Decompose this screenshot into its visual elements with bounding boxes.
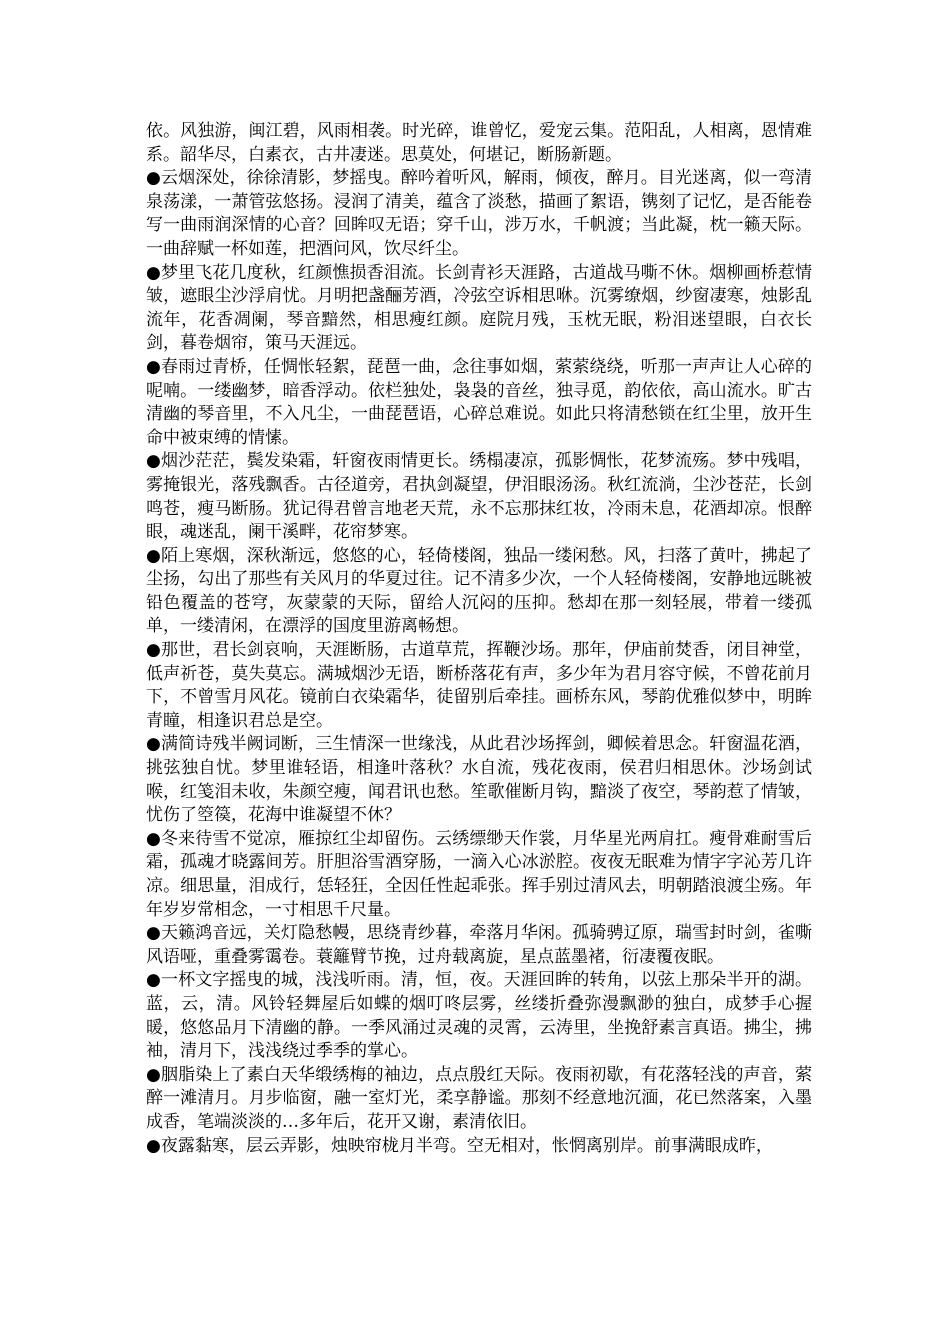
paragraph: ●胭脂染上了素白天华缎绣梅的袖边，点点殷红天际。夜雨初歇，有花落轻浅的声音，萦醉一滩清月。月步临窗，融一室灯光，柔享静谧。那刻不经意地沉湎，花已然落案，入墨成香，笔端淡淡的…多年后，花开又谢，素清依旧。 [146,1064,812,1132]
paragraph: ●夜露黏寒，层云弄影，烛映帘栊月半弯。空无相对，怅惘离别岸。前事满眼成昨， [146,1135,773,1156]
paragraph: ●陌上寒烟，深秋渐远，悠悠的心，轻倚楼阁，独品一缕闲愁。风，扫落了黄叶，拂起了尘扬，勾出了那些有关风月的华夏过往。记不清多少次，一个人轻倚楼阁，安静地远眺被铅色覆盖的苍穹，灰蒙蒙的天际，留给人沉闷的压抑。愁却在那一刻轻展，带着一缕孤单，一缕清闲，在漂浮的国度里游离畅想。 [146,545,812,637]
paragraph: ●冬来待雪不觉凉，雁掠红尘却留伤。云绣缥缈天作裳，月华星光两肩扛。瘦骨难耐雪后霜，孤魂才晓露间芳。肝胆浴雪酒穿肠，一滴入心冰淤腔。夜夜无眠难为情字字沁芳几许凉。细思量，泪成行，恁轻狂，全因任性起乖张。挥手别过清风去，明朝踏浪渡尘殇。年年岁岁常相念，一寸相思千尺量。 [146,828,812,920]
document-body [146,120,812,1158]
paragraph: ●那世，君长剑哀响，天涯断肠，古道草荒，挥鞭沙场。那年，伊庙前焚香，闭目神堂，低声祈苍，莫失莫忘。满城烟沙无语，断桥落花有声，多少年为君月容守候，不曾花前月下，不曾雪月风花。镜前白衣染霜华，徒留别后牵挂。画桥东风，琴韵优雅似梦中，明眸青瞳，相逢识君总是空。 [146,640,812,731]
paragraph: ●满简诗残半阙词断，三生情深一世缘浅，从此君沙场挥剑，卿候着思念。轩窗温花酒，挑弦独自忧。梦里谁轻语，相逢叶落秋？水自流，残花夜雨，侯君归相思休。沙场剑试喉，红笺泪未收，朱颜空瘦，闻君讯也愁。笙歌催断月钩，黯淡了夜空，琴韵惹了情皱，忧伤了箜篌，花海中谁凝望不休？ [146,734,812,826]
paragraph: ●一杯文字摇曳的城，浅浅听雨。清，恒，夜。天涯回眸的转角，以弦上那朵半开的湖。蓝，云，清。风铃轻舞屋后如蝶的烟叮咚层雾，丝缕折叠弥漫飘渺的独白，成梦手心握暖，悠悠品月下清幽的静。一季风涌过灵魂的灵霄，云涛里，坐挽舒素言真语。拂尘，拂袖，清月下，浅浅绕过季季的掌心。 [146,970,812,1062]
paragraph: ●云烟深处，徐徐清影，梦摇曳。醉吟着听风，解雨，倾夜，醉月。目光迷离，似一弯清泉荡漾，一萧管弦悠扬。浸润了清美，蕴含了淡愁，描画了絮语，镌刻了记忆，是否能卷写一曲雨润深情的心音？回眸叹无语；穿千山，涉万水，千帆渡；当此凝，枕一籁天际。一曲辞赋一杯如莲，把酒问风，饮尽纤尘。 [146,168,812,259]
paragraph: ●春雨过青桥，任惆怅轻絮，琵琶一曲，念往事如烟，萦萦绕绕，听那一声声让人心碎的呢喃。一缕幽梦，暗香浮动。依栏独处，袅袅的音丝，独寻觅，韵依依，高山流水。旷古清幽的琴音里，不入凡尘，一曲琵琶语，心碎总难说。如此只将清愁锁在红尘里，放开生命中被束缚的情愫。 [146,356,812,448]
paragraph: ●天籁鸿音远，关灯隐愁幔，思绕青纱暮，牵落月华闲。孤骑骋辽原，瑞雪封时剑，雀嘶风语哑，重叠雾霭卷。蓑籬臂节挽，过舟载离旋，星点蓝墨褚，衍凄覆夜眠。 [146,923,812,967]
paragraph-continuation: 依。风独游，闽江碧，风雨相袭。时光碎，谁曾忆，爱宠云集。范阳乱，人相离，恩情难系。韶华尽，白素衣，古井凄迷。思莫处，何堪记，断肠新题。 [146,121,812,165]
paragraph: ●烟沙茫茫，鬓发染霜，轩窗夜雨情更长。绣榻凄凉，孤影惆怅，花梦流殇。梦中残唱，雾掩银光，落残飘香。古径道旁，君执剑凝望，伊泪眼汤汤。秋红流淌，尘沙苍茫，长剑鸣苍，瘦马断肠。犹记得君曾言地老天荒，永不忘那抹红妆，冷雨未息，花酒却凉。恨醉眼，魂迷乱，阑干溪畔，花帘梦寒。 [146,451,812,543]
paragraph: ●梦里飞花几度秋，红颜憔损香泪流。长剑青衫天涯路，古道战马嘶不休。烟柳画桥惹情皱，遮眼尘沙浮肩忧。月明把盏酾芳酒，冷弦空诉相思咻。沉雾缭烟，纱窗凄寒，烛影乱流年，花香凋阑，琴音黯然，相思瘦红颜。庭院月残，玉枕无眠，粉泪迷望眼，白衣长剑，暮卷烟帘，策马天涯远。 [146,262,812,354]
